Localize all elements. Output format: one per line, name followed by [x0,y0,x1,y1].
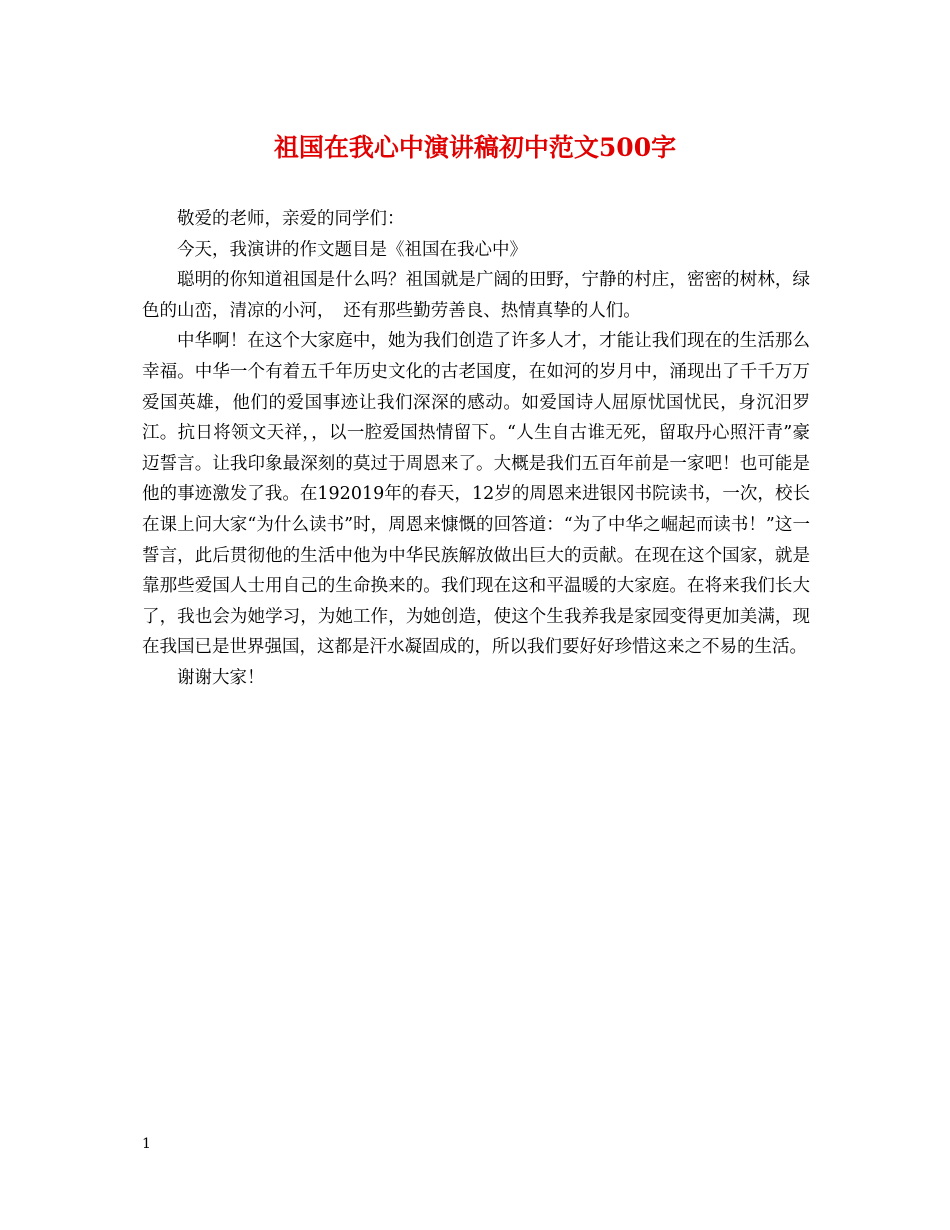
paragraph-topic: 今天，我演讲的作文题目是《祖国在我心中》 [177,239,527,260]
paragraph-china: 中华啊！在这个大家庭中，她为我们创造了许多人才，才能让我们现在的生活那么幸福。中华一个有着五千年历史文化的古老国度，在如河的岁月中，涌现出了千千万万爱国英雄，他们的爱国事迹让我们深深的感动。如爱国诗人屈原忧国忧民，身沉汨罗江。抗日将领文天祥，，以一腔爱国热情留下。“人生自古谁无死，留取丹心照汗青”豪迈誓言。让我印象最深刻的莫过于周恩来了。大概是我们五百年前是一家吧！也可能是他的事迹激发了我。在192019年的春天，12岁的周恩来进银冈书院读书，一次，校长在课上问大家“为什么读书”时，周恩来慷慨的回答道：“为了中华之崛起而读书！”这一誓言，此后贯彻他的生活中他为中华民族解放做出巨大的贡献。在现在这个国家，就是靠那些爱国人士用自己的生命换来的。我们现在这和平温暖的大家庭。在将来我们长大了，我也会为她学习，为她工作，为她创造，使这个生我养我是家园变得更加美满，现在我国已是世界强国，这都是汗水凝固成的，所以我们要好好珍惜这来之不易的生活。 [142,331,810,658]
page-number: 1 [142,1136,151,1152]
paragraph-greeting: 敬爱的老师，亲爱的同学们： [177,209,405,229]
paragraph-thanks: 谢谢大家！ [177,667,265,688]
document-title: 祖国在我心中演讲稿初中范文500字 [273,133,677,162]
document-body [142,204,810,694]
paragraph-motherland: 聪明的你知道祖国是什么吗？祖国就是广阔的田野，宁静的村庄，密密的树林，绿色的山峦，清凉的小河， 还有那些勤劳善良、热情真挚的人们。 [142,270,810,321]
